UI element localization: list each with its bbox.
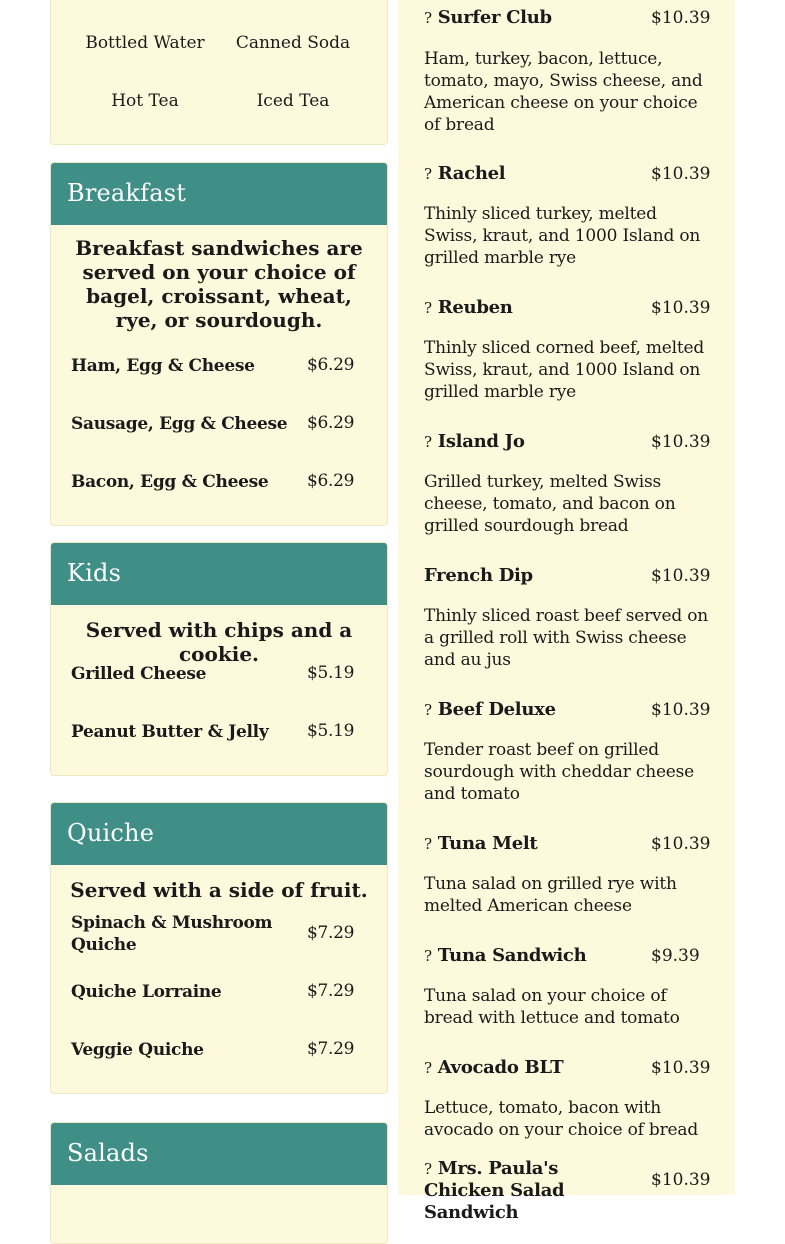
marker-icon: ? bbox=[424, 701, 432, 719]
beverage-item: Hot Tea bbox=[111, 91, 179, 111]
section-intro: Served with a side of fruit. bbox=[70, 878, 368, 902]
section-title: Kids bbox=[51, 543, 387, 605]
kids-card bbox=[50, 542, 388, 776]
menu-item bbox=[71, 355, 367, 377]
beverage-item: Bottled Water bbox=[85, 33, 205, 53]
sandwich-column bbox=[398, 0, 735, 1223]
item-title bbox=[424, 7, 624, 29]
item-title bbox=[424, 1057, 624, 1079]
item-price: $5.19 bbox=[307, 721, 355, 741]
item-price: $10.39 bbox=[651, 164, 711, 184]
item-price: $6.29 bbox=[307, 355, 355, 375]
beverage-item: Canned Soda bbox=[235, 33, 351, 53]
item-price: $6.29 bbox=[307, 413, 355, 433]
item-description: Thinly sliced turkey, melted Swiss, kraut, and 1000 Island on grilled marble rye bbox=[424, 204, 701, 268]
item-name: Peanut Butter & Jelly bbox=[71, 722, 269, 742]
item-name: Island Jo bbox=[437, 431, 525, 452]
item-name: Veggie Quiche bbox=[71, 1040, 204, 1060]
item-name: Quiche Lorraine bbox=[71, 982, 222, 1002]
item-name: Ham, Egg & Cheese bbox=[71, 356, 255, 376]
marker-icon: ? bbox=[424, 433, 432, 451]
item-description: Ham, turkey, bacon, lettuce, tomato, mayo, Swiss cheese, and American cheese on your choice of bread bbox=[424, 49, 703, 135]
item-name: Tuna Sandwich bbox=[437, 945, 587, 966]
item-price: $10.39 bbox=[651, 700, 711, 720]
item-name: Reuben bbox=[437, 297, 513, 318]
item-title bbox=[424, 833, 624, 855]
item-name: Spinach & Mushroom Quiche bbox=[71, 913, 273, 955]
item-price: $10.39 bbox=[651, 834, 711, 854]
item-title bbox=[424, 565, 624, 587]
item-title bbox=[424, 945, 649, 967]
item-price: $10.39 bbox=[651, 566, 711, 586]
item-title bbox=[424, 163, 624, 185]
item-name: French Dip bbox=[424, 565, 533, 586]
item-name: Sausage, Egg & Cheese bbox=[71, 414, 288, 434]
item-price: $10.39 bbox=[651, 1058, 711, 1078]
item-price: $7.29 bbox=[307, 1039, 355, 1059]
item-price: $6.29 bbox=[307, 471, 355, 491]
item-title bbox=[424, 431, 624, 453]
marker-icon: ? bbox=[424, 947, 432, 965]
item-price: $7.29 bbox=[307, 981, 355, 1001]
item-name: Grilled Cheese bbox=[71, 664, 207, 684]
beverages-card bbox=[50, 0, 388, 145]
marker-icon: ? bbox=[424, 1059, 432, 1077]
menu-item bbox=[71, 663, 367, 685]
item-description: Tuna salad on grilled rye with melted American cheese bbox=[424, 874, 677, 916]
menu-item bbox=[71, 471, 367, 493]
item-price: $10.39 bbox=[651, 298, 711, 318]
item-title bbox=[424, 1158, 634, 1224]
menu-item bbox=[71, 981, 367, 1003]
item-description: Thinly sliced roast beef served on a grilled roll with Swiss cheese and au jus bbox=[424, 606, 708, 670]
section-title: Salads bbox=[51, 1123, 387, 1185]
beverage-item: Iced Tea bbox=[256, 91, 330, 111]
marker-icon: ? bbox=[424, 299, 432, 317]
item-description: Thinly sliced corned beef, melted Swiss, kraut, and 1000 Island on grilled marble rye bbox=[424, 338, 705, 402]
marker-icon: ? bbox=[424, 1160, 432, 1178]
section-intro: Breakfast sandwiches are served on your choice of bagel, croissant, wheat, rye, or sourdough. bbox=[75, 236, 363, 332]
marker-icon: ? bbox=[424, 9, 432, 27]
item-description: Lettuce, tomato, bacon with avocado on your choice of bread bbox=[424, 1098, 699, 1140]
quiche-card bbox=[50, 802, 388, 1094]
item-price: $10.39 bbox=[651, 8, 711, 28]
item-name: Bacon, Egg & Cheese bbox=[71, 472, 269, 492]
item-price: $10.39 bbox=[651, 1170, 711, 1190]
item-name: Beef Deluxe bbox=[437, 699, 556, 720]
marker-icon: ? bbox=[424, 835, 432, 853]
menu-item bbox=[71, 413, 367, 435]
item-name: Rachel bbox=[437, 163, 506, 184]
item-price: $10.39 bbox=[651, 432, 711, 452]
menu-item bbox=[71, 721, 367, 743]
item-description: Tuna salad on your choice of bread with lettuce and tomato bbox=[424, 986, 680, 1028]
item-name: Avocado BLT bbox=[437, 1057, 564, 1078]
item-name: Tuna Melt bbox=[437, 833, 538, 854]
item-description: Tender roast beef on grilled sourdough with cheddar cheese and tomato bbox=[424, 740, 695, 804]
section-title: Quiche bbox=[51, 803, 387, 865]
section-intro: Served with chips and a cookie. bbox=[85, 618, 353, 666]
item-name: Surfer Club bbox=[437, 7, 552, 28]
menu-item bbox=[71, 1039, 367, 1061]
item-price: $7.29 bbox=[307, 923, 355, 943]
item-price: $9.39 bbox=[651, 946, 700, 966]
breakfast-card bbox=[50, 162, 388, 526]
marker-icon: ? bbox=[424, 165, 432, 183]
item-price: $5.19 bbox=[307, 663, 355, 683]
menu-item bbox=[71, 912, 367, 956]
salads-card bbox=[50, 1122, 388, 1244]
section-title: Breakfast bbox=[51, 163, 387, 225]
item-name: Mrs. Paula's Chicken Salad Sandwich bbox=[424, 1158, 565, 1223]
item-title bbox=[424, 297, 624, 319]
item-title bbox=[424, 699, 624, 721]
item-description: Grilled turkey, melted Swiss cheese, tomato, and bacon on grilled sourdough bread bbox=[424, 472, 676, 536]
